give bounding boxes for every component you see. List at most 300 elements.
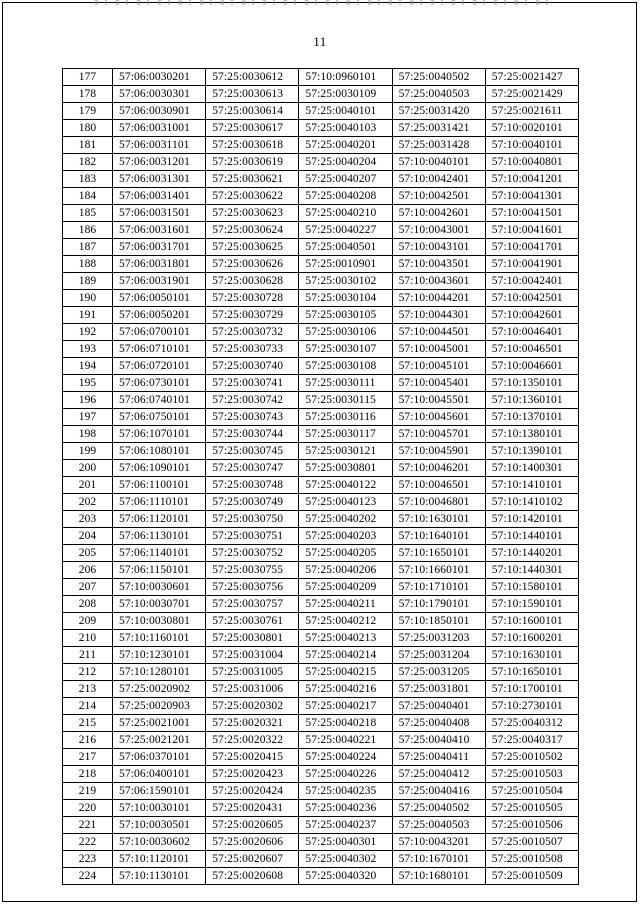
table-row [63, 545, 579, 562]
code-cell: 57:10:1680101 [392, 868, 485, 885]
code-cell: 57:10:1630101 [392, 511, 485, 528]
code-cell: 57:25:0040212 [299, 613, 392, 630]
code-cell: 57:25:0030621 [206, 171, 299, 188]
code-cell: 57:25:0030747 [206, 460, 299, 477]
code-cell: 57:10:0030701 [113, 596, 206, 613]
code-cell: 57:10:0030101 [113, 800, 206, 817]
code-cell: 57:25:0021429 [485, 86, 578, 103]
code-cell: 57:10:0041901 [485, 256, 578, 273]
code-cell: 57:25:0040211 [299, 596, 392, 613]
table-row [63, 188, 579, 205]
row-number-cell: 215 [63, 715, 113, 732]
code-cell: 57:25:0040210 [299, 205, 392, 222]
code-cell: 57:10:0043001 [392, 222, 485, 239]
code-cell: 57:25:0021001 [113, 715, 206, 732]
row-number-cell: 186 [63, 222, 113, 239]
code-cell: 57:25:0030622 [206, 188, 299, 205]
table-row [63, 69, 579, 86]
table-row [63, 477, 579, 494]
code-cell: 57:10:1650101 [485, 664, 578, 681]
code-cell: 57:10:0960101 [299, 69, 392, 86]
row-number-cell: 213 [63, 681, 113, 698]
table-row [63, 137, 579, 154]
code-cell: 57:10:0046201 [392, 460, 485, 477]
code-cell: 57:25:0010507 [485, 834, 578, 851]
row-number-cell: 192 [63, 324, 113, 341]
code-cell: 57:06:0031701 [113, 239, 206, 256]
code-cell: 57:06:0030901 [113, 103, 206, 120]
code-cell: 57:25:0040411 [392, 749, 485, 766]
code-cell: 57:10:0045401 [392, 375, 485, 392]
code-cell: 57:06:0030201 [113, 69, 206, 86]
code-cell: 57:10:0042601 [392, 205, 485, 222]
code-cell: 57:25:0030745 [206, 443, 299, 460]
code-cell: 57:10:0030602 [113, 834, 206, 851]
code-cell: 57:10:1360101 [485, 392, 578, 409]
code-cell: 57:10:1410102 [485, 494, 578, 511]
table-row [63, 222, 579, 239]
table-row [63, 290, 579, 307]
code-cell: 57:25:0030742 [206, 392, 299, 409]
code-cell: 57:10:0041601 [485, 222, 578, 239]
code-cell: 57:10:0045701 [392, 426, 485, 443]
code-cell: 57:25:0020607 [206, 851, 299, 868]
code-cell: 57:25:0020608 [206, 868, 299, 885]
code-cell: 57:06:0030301 [113, 86, 206, 103]
code-cell: 57:10:1440101 [485, 528, 578, 545]
code-cell: 57:10:0042401 [392, 171, 485, 188]
code-cell: 57:25:0010504 [485, 783, 578, 800]
code-cell: 57:10:0043601 [392, 273, 485, 290]
code-cell: 57:10:0030601 [113, 579, 206, 596]
code-cell: 57:25:0040302 [299, 851, 392, 868]
row-number-cell: 205 [63, 545, 113, 562]
code-cell: 57:10:0030501 [113, 817, 206, 834]
code-cell: 57:25:0030757 [206, 596, 299, 613]
code-cell: 57:25:0030748 [206, 477, 299, 494]
code-cell: 57:10:1630101 [485, 647, 578, 664]
row-number-cell: 179 [63, 103, 113, 120]
table-row [63, 154, 579, 171]
code-cell: 57:25:0040218 [299, 715, 392, 732]
code-cell: 57:06:0031401 [113, 188, 206, 205]
code-cell: 57:25:0040226 [299, 766, 392, 783]
code-cell: 57:25:0040208 [299, 188, 392, 205]
code-cell: 57:10:0045601 [392, 409, 485, 426]
code-cell: 57:25:0030751 [206, 528, 299, 545]
code-cell: 57:25:0040209 [299, 579, 392, 596]
row-number-cell: 189 [63, 273, 113, 290]
code-cell: 57:25:0030801 [299, 460, 392, 477]
code-cell: 57:10:1670101 [392, 851, 485, 868]
code-cell: 57:25:0030740 [206, 358, 299, 375]
code-cell: 57:25:0030625 [206, 239, 299, 256]
row-number-cell: 221 [63, 817, 113, 834]
row-number-cell: 180 [63, 120, 113, 137]
code-cell: 57:25:0040122 [299, 477, 392, 494]
code-cell: 57:25:0040216 [299, 681, 392, 698]
code-cell: 57:25:0040206 [299, 562, 392, 579]
table-row [63, 681, 579, 698]
code-cell: 57:25:0040235 [299, 783, 392, 800]
table-row [63, 851, 579, 868]
code-cell: 57:10:1400301 [485, 460, 578, 477]
row-number-cell: 184 [63, 188, 113, 205]
code-cell: 57:10:0045501 [392, 392, 485, 409]
code-cell: 57:25:0040237 [299, 817, 392, 834]
code-cell: 57:25:0020902 [113, 681, 206, 698]
code-cell: 57:06:0031501 [113, 205, 206, 222]
code-cell: 57:06:0740101 [113, 392, 206, 409]
row-number-cell: 191 [63, 307, 113, 324]
code-cell: 57:25:0031204 [392, 647, 485, 664]
code-cell: 57:25:0040213 [299, 630, 392, 647]
table-row [63, 239, 579, 256]
row-number-cell: 185 [63, 205, 113, 222]
table-row [63, 596, 579, 613]
code-cell: 57:10:0046401 [485, 324, 578, 341]
code-cell: 57:25:0040502 [392, 800, 485, 817]
code-cell: 57:25:0040408 [392, 715, 485, 732]
table-row [63, 205, 579, 222]
code-cell: 57:25:0020321 [206, 715, 299, 732]
code-cell: 57:25:0040217 [299, 698, 392, 715]
table-row [63, 375, 579, 392]
code-cell: 57:25:0021201 [113, 732, 206, 749]
code-cell: 57:25:0030121 [299, 443, 392, 460]
code-cell: 57:25:0030749 [206, 494, 299, 511]
table-row [63, 443, 579, 460]
code-cell: 57:25:0020606 [206, 834, 299, 851]
code-cell: 57:06:0720101 [113, 358, 206, 375]
code-cell: 57:25:0031004 [206, 647, 299, 664]
code-cell: 57:25:0040227 [299, 222, 392, 239]
table-row [63, 273, 579, 290]
code-cell: 57:25:0010502 [485, 749, 578, 766]
code-cell: 57:06:1150101 [113, 562, 206, 579]
code-cell: 57:25:0040502 [392, 69, 485, 86]
code-cell: 57:25:0040202 [299, 511, 392, 528]
row-number-cell: 197 [63, 409, 113, 426]
code-cell: 57:25:0040123 [299, 494, 392, 511]
scan-artifact-top [95, 0, 557, 5]
row-number-cell: 202 [63, 494, 113, 511]
table-row [63, 715, 579, 732]
code-cell: 57:25:0040503 [392, 86, 485, 103]
row-number-cell: 208 [63, 596, 113, 613]
row-number-cell: 190 [63, 290, 113, 307]
code-cell: 57:25:0030619 [206, 154, 299, 171]
row-number-cell: 210 [63, 630, 113, 647]
code-cell: 57:25:0031006 [206, 681, 299, 698]
row-number-cell: 207 [63, 579, 113, 596]
code-cell: 57:10:0045001 [392, 341, 485, 358]
table-row [63, 664, 579, 681]
row-number-cell: 222 [63, 834, 113, 851]
code-cell: 57:06:0031801 [113, 256, 206, 273]
row-number-cell: 200 [63, 460, 113, 477]
code-cell: 57:06:0730101 [113, 375, 206, 392]
row-number-cell: 195 [63, 375, 113, 392]
code-cell: 57:06:0031601 [113, 222, 206, 239]
code-cell: 57:10:0040101 [392, 154, 485, 171]
code-cell: 57:25:0040221 [299, 732, 392, 749]
code-cell: 57:06:0710101 [113, 341, 206, 358]
table-row [63, 528, 579, 545]
code-cell: 57:25:0030117 [299, 426, 392, 443]
code-cell: 57:10:0041501 [485, 205, 578, 222]
code-cell: 57:25:0040205 [299, 545, 392, 562]
row-number-cell: 188 [63, 256, 113, 273]
code-cell: 57:25:0040207 [299, 171, 392, 188]
table-row [63, 86, 579, 103]
code-cell: 57:25:0030743 [206, 409, 299, 426]
code-cell: 57:25:0010503 [485, 766, 578, 783]
code-cell: 57:10:1650101 [392, 545, 485, 562]
code-cell: 57:06:0750101 [113, 409, 206, 426]
code-cell: 57:06:0031001 [113, 120, 206, 137]
code-cell: 57:06:1120101 [113, 511, 206, 528]
code-cell: 57:25:0010508 [485, 851, 578, 868]
table-row [63, 307, 579, 324]
code-cell: 57:25:0010509 [485, 868, 578, 885]
row-number-cell: 209 [63, 613, 113, 630]
code-cell: 57:10:0044501 [392, 324, 485, 341]
code-cell: 57:25:0020431 [206, 800, 299, 817]
table-row [63, 698, 579, 715]
code-cell: 57:10:1390101 [485, 443, 578, 460]
row-number-cell: 199 [63, 443, 113, 460]
code-cell: 57:10:0046501 [485, 341, 578, 358]
code-cell: 57:25:0020423 [206, 766, 299, 783]
table-row [63, 834, 579, 851]
code-cell: 57:10:1350101 [485, 375, 578, 392]
table-row [63, 749, 579, 766]
code-cell: 57:25:0030618 [206, 137, 299, 154]
code-cell: 57:25:0031428 [392, 137, 485, 154]
code-cell: 57:25:0030612 [206, 69, 299, 86]
code-cell: 57:25:0030102 [299, 273, 392, 290]
code-cell: 57:25:0030761 [206, 613, 299, 630]
code-cell: 57:10:1440201 [485, 545, 578, 562]
code-cell: 57:25:0040236 [299, 800, 392, 817]
code-cell: 57:25:0030623 [206, 205, 299, 222]
code-cell: 57:25:0030628 [206, 273, 299, 290]
code-cell: 57:10:0041701 [485, 239, 578, 256]
code-cell: 57:25:0030732 [206, 324, 299, 341]
code-cell: 57:06:0050101 [113, 290, 206, 307]
code-cell: 57:10:0046501 [392, 477, 485, 494]
code-cell: 57:25:0030733 [206, 341, 299, 358]
table-row [63, 732, 579, 749]
row-number-cell: 177 [63, 69, 113, 86]
code-cell: 57:25:0010901 [299, 256, 392, 273]
code-cell: 57:06:1080101 [113, 443, 206, 460]
code-cell: 57:25:0020605 [206, 817, 299, 834]
code-cell: 57:06:1090101 [113, 460, 206, 477]
table-row [63, 579, 579, 596]
code-cell: 57:10:0046601 [485, 358, 578, 375]
code-cell: 57:25:0021611 [485, 103, 578, 120]
code-cell: 57:25:0030111 [299, 375, 392, 392]
code-cell: 57:25:0040412 [392, 766, 485, 783]
table-row [63, 460, 579, 477]
code-cell: 57:25:0040501 [299, 239, 392, 256]
table-row [63, 868, 579, 885]
code-cell: 57:25:0040317 [485, 732, 578, 749]
code-cell: 57:10:0046801 [392, 494, 485, 511]
code-cell: 57:25:0020302 [206, 698, 299, 715]
table-row [63, 647, 579, 664]
row-number-cell: 198 [63, 426, 113, 443]
row-number-cell: 218 [63, 766, 113, 783]
code-cell: 57:10:0041201 [485, 171, 578, 188]
table-row [63, 324, 579, 341]
table-row [63, 103, 579, 120]
table-row [63, 256, 579, 273]
code-cell: 57:25:0030728 [206, 290, 299, 307]
code-cell: 57:10:0042501 [485, 290, 578, 307]
code-cell: 57:10:1590101 [485, 596, 578, 613]
table-row [63, 766, 579, 783]
code-cell: 57:25:0040503 [392, 817, 485, 834]
code-cell: 57:25:0040312 [485, 715, 578, 732]
code-cell: 57:10:1120101 [113, 851, 206, 868]
code-cell: 57:06:1590101 [113, 783, 206, 800]
row-number-cell: 216 [63, 732, 113, 749]
code-cell: 57:10:1600201 [485, 630, 578, 647]
code-cell: 57:25:0040410 [392, 732, 485, 749]
code-cell: 57:25:0040416 [392, 783, 485, 800]
row-number-cell: 219 [63, 783, 113, 800]
code-cell: 57:25:0031420 [392, 103, 485, 120]
code-cell: 57:10:1700101 [485, 681, 578, 698]
code-cell: 57:10:0045101 [392, 358, 485, 375]
code-cell: 57:10:1370101 [485, 409, 578, 426]
code-cell: 57:10:0042501 [392, 188, 485, 205]
row-number-cell: 181 [63, 137, 113, 154]
code-cell: 57:10:1580101 [485, 579, 578, 596]
code-cell: 57:25:0040224 [299, 749, 392, 766]
code-cell: 57:25:0030107 [299, 341, 392, 358]
code-cell: 57:25:0030744 [206, 426, 299, 443]
row-number-cell: 214 [63, 698, 113, 715]
code-cell: 57:25:0030626 [206, 256, 299, 273]
code-cell: 57:06:0370101 [113, 749, 206, 766]
table-row [63, 409, 579, 426]
code-cell: 57:06:0031901 [113, 273, 206, 290]
table-row [63, 562, 579, 579]
code-cell: 57:06:0031101 [113, 137, 206, 154]
code-cell: 57:25:0030613 [206, 86, 299, 103]
code-cell: 57:25:0020322 [206, 732, 299, 749]
code-cell: 57:06:0031301 [113, 171, 206, 188]
code-cell: 57:25:0030614 [206, 103, 299, 120]
code-cell: 57:06:0700101 [113, 324, 206, 341]
code-cell: 57:25:0040215 [299, 664, 392, 681]
table-row [63, 630, 579, 647]
table-row [63, 358, 579, 375]
code-cell: 57:25:0030106 [299, 324, 392, 341]
code-cell: 57:10:0020101 [485, 120, 578, 137]
code-cell: 57:10:0043501 [392, 256, 485, 273]
code-cell: 57:10:0042401 [485, 273, 578, 290]
code-cell: 57:10:0040101 [485, 137, 578, 154]
code-cell: 57:06:1110101 [113, 494, 206, 511]
code-cell: 57:10:1230101 [113, 647, 206, 664]
code-cell: 57:06:0031201 [113, 154, 206, 171]
code-cell: 57:25:0030624 [206, 222, 299, 239]
code-cell: 57:25:0040103 [299, 120, 392, 137]
code-cell: 57:25:0040101 [299, 103, 392, 120]
codes-table [62, 68, 579, 885]
code-cell: 57:10:0042601 [485, 307, 578, 324]
code-cell: 57:10:1160101 [113, 630, 206, 647]
code-cell: 57:25:0020415 [206, 749, 299, 766]
code-cell: 57:10:1790101 [392, 596, 485, 613]
code-cell: 57:25:0040214 [299, 647, 392, 664]
row-number-cell: 220 [63, 800, 113, 817]
code-cell: 57:25:0030752 [206, 545, 299, 562]
code-cell: 57:10:2730101 [485, 698, 578, 715]
code-cell: 57:10:1710101 [392, 579, 485, 596]
row-number-cell: 194 [63, 358, 113, 375]
code-cell: 57:25:0030756 [206, 579, 299, 596]
code-cell: 57:10:1410101 [485, 477, 578, 494]
table-row [63, 800, 579, 817]
code-cell: 57:25:0040203 [299, 528, 392, 545]
code-cell: 57:25:0031801 [392, 681, 485, 698]
code-cell: 57:06:1070101 [113, 426, 206, 443]
code-cell: 57:25:0021427 [485, 69, 578, 86]
table-row [63, 494, 579, 511]
code-cell: 57:10:1130101 [113, 868, 206, 885]
code-cell: 57:10:1380101 [485, 426, 578, 443]
code-cell: 57:25:0030741 [206, 375, 299, 392]
table-row [63, 426, 579, 443]
code-cell: 57:25:0020424 [206, 783, 299, 800]
code-cell: 57:10:0043101 [392, 239, 485, 256]
code-cell: 57:10:0043201 [392, 834, 485, 851]
table-row [63, 817, 579, 834]
code-cell: 57:10:0044301 [392, 307, 485, 324]
code-cell: 57:25:0030750 [206, 511, 299, 528]
table-row [63, 120, 579, 137]
code-cell: 57:25:0040301 [299, 834, 392, 851]
table-row [63, 613, 579, 630]
code-cell: 57:10:1420101 [485, 511, 578, 528]
code-cell: 57:25:0030729 [206, 307, 299, 324]
row-number-cell: 224 [63, 868, 113, 885]
table-row [63, 341, 579, 358]
code-cell: 57:25:0020903 [113, 698, 206, 715]
code-cell: 57:06:0400101 [113, 766, 206, 783]
code-cell: 57:10:1280101 [113, 664, 206, 681]
code-cell: 57:10:0041301 [485, 188, 578, 205]
row-number-cell: 187 [63, 239, 113, 256]
code-cell: 57:25:0030109 [299, 86, 392, 103]
code-cell: 57:06:1100101 [113, 477, 206, 494]
code-cell: 57:25:0030108 [299, 358, 392, 375]
code-cell: 57:10:0030801 [113, 613, 206, 630]
code-cell: 57:25:0030755 [206, 562, 299, 579]
row-number-cell: 217 [63, 749, 113, 766]
code-cell: 57:25:0031005 [206, 664, 299, 681]
code-cell: 57:10:0040801 [485, 154, 578, 171]
table-row [63, 171, 579, 188]
row-number-cell: 223 [63, 851, 113, 868]
code-cell: 57:25:0040320 [299, 868, 392, 885]
